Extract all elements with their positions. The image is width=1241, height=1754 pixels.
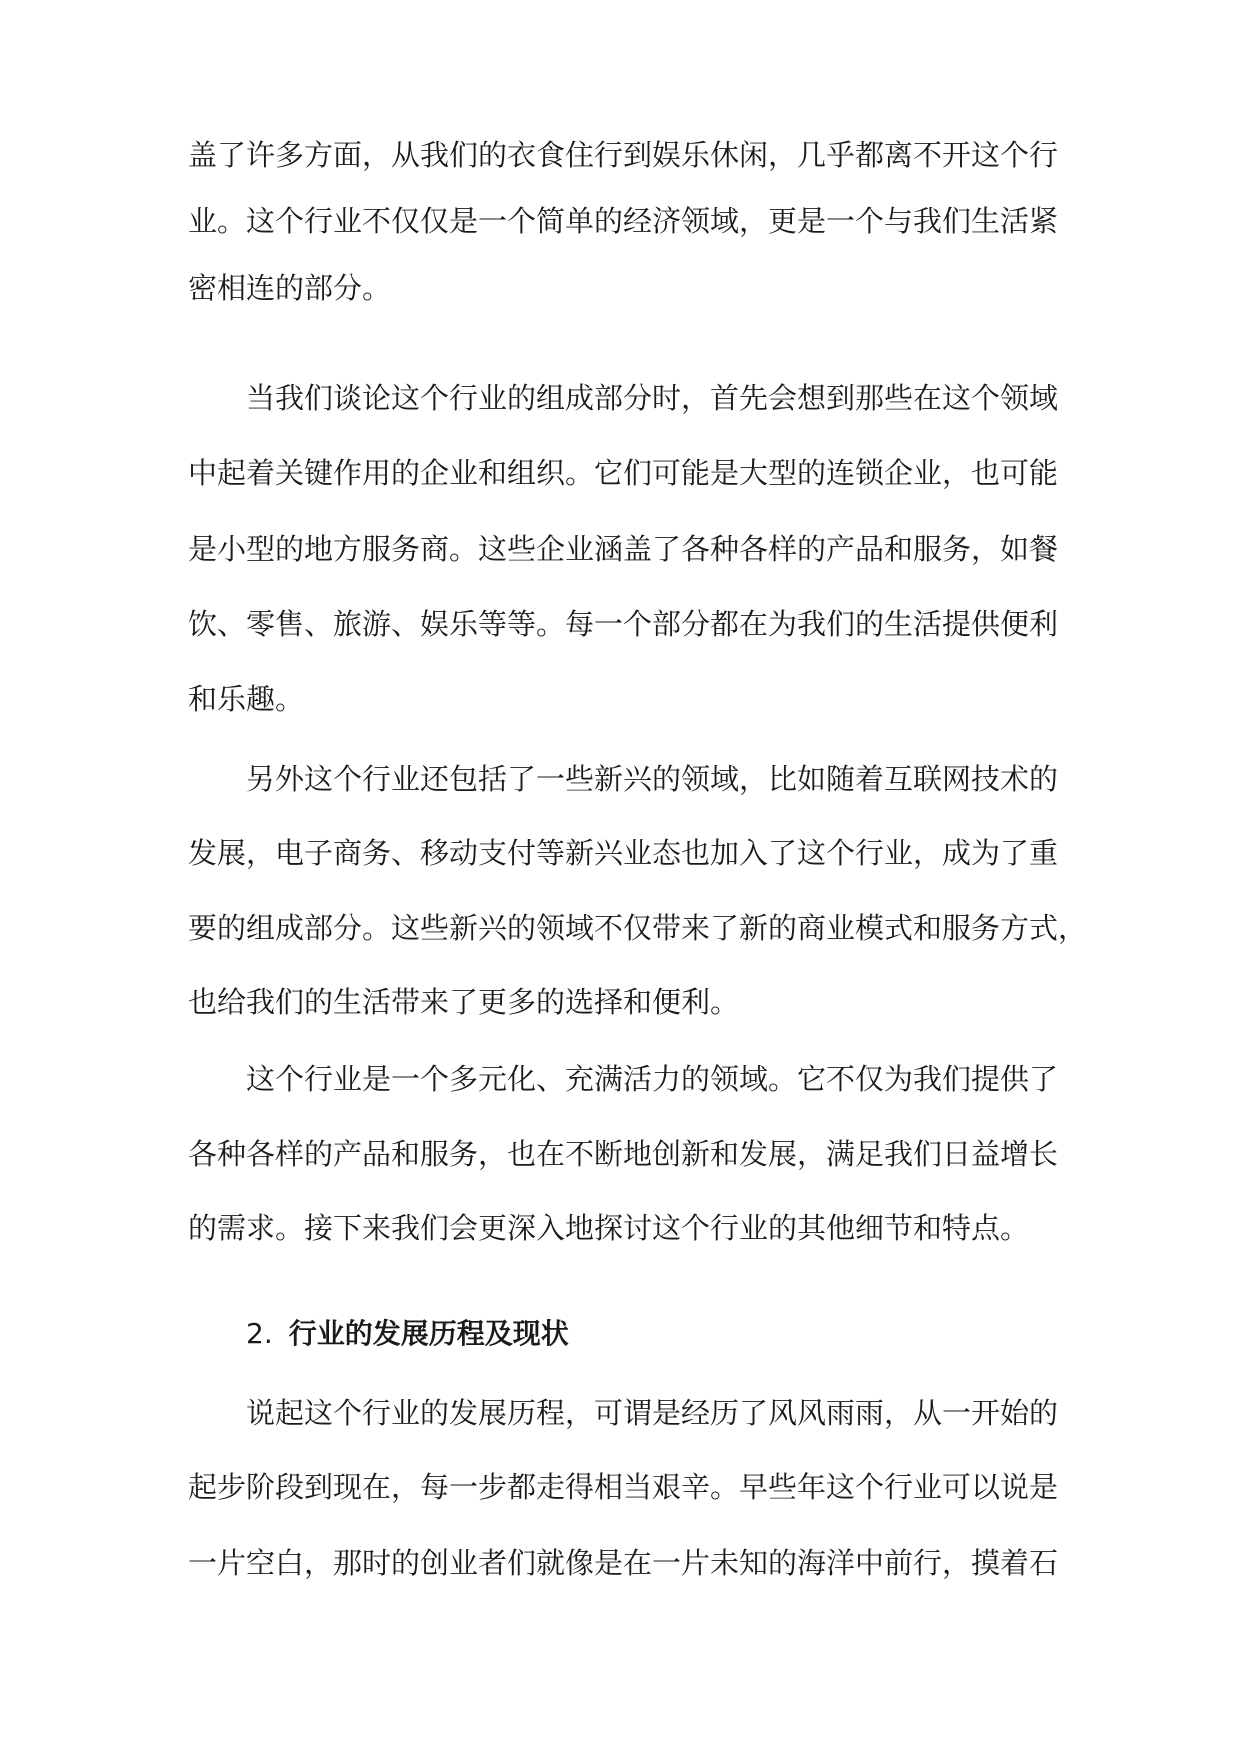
paragraph-2-line-4: 饮、零售、旅游、娱乐等等。每一个部分都在为我们的生活提供便利 <box>188 607 1059 641</box>
paragraph-3-line-1: 另外这个行业还包括了一些新兴的领域，比如随着互联网技术的 <box>246 762 1059 796</box>
section-title: 行业的发展历程及现状 <box>288 1317 569 1350</box>
paragraph-2-line-3: 是小型的地方服务商。这些企业涵盖了各种各样的产品和服务，如餐 <box>188 532 1059 566</box>
paragraph-4-line-1: 这个行业是一个多元化、充满活力的领域。它不仅为我们提供了 <box>246 1062 1059 1096</box>
paragraph-4-line-2: 各种各样的产品和服务，也在不断地创新和发展，满足我们日益增长 <box>188 1137 1059 1171</box>
paragraph-5-line-2: 起步阶段到现在，每一步都走得相当艰辛。早些年这个行业可以说是 <box>188 1470 1059 1504</box>
paragraph-1-line-3: 密相连的部分。 <box>188 271 392 305</box>
paragraph-1-line-1: 盖了许多方面，从我们的衣食住行到娱乐休闲，几乎都离不开这个行 <box>188 138 1059 172</box>
paragraph-5-line-3: 一片空白，那时的创业者们就像是在一片未知的海洋中前行，摸着石 <box>188 1546 1059 1580</box>
paragraph-3-line-3: 要的组成部分。这些新兴的领域不仅带来了新的商业模式和服务方式， <box>188 911 1088 945</box>
paragraph-2-line-2: 中起着关键作用的企业和组织。它们可能是大型的连锁企业，也可能 <box>188 456 1059 490</box>
paragraph-2-line-5: 和乐趣。 <box>188 682 305 716</box>
paragraph-2-line-1: 当我们谈论这个行业的组成部分时，首先会想到那些在这个领域 <box>246 381 1059 415</box>
section-heading <box>246 1314 569 1354</box>
paragraph-3-line-2: 发展，电子商务、移动支付等新兴业态也加入了这个行业，成为了重 <box>188 836 1059 870</box>
paragraph-1-line-2: 业。这个行业不仅仅是一个简单的经济领域，更是一个与我们生活紧 <box>188 204 1059 238</box>
paragraph-3-line-4: 也给我们的生活带来了更多的选择和便利。 <box>188 985 740 1019</box>
section-number: 2. <box>246 1317 273 1350</box>
paragraph-5-line-1: 说起这个行业的发展历程，可谓是经历了风风雨雨，从一开始的 <box>246 1396 1059 1430</box>
paragraph-4-line-3: 的需求。接下来我们会更深入地探讨这个行业的其他细节和特点。 <box>188 1211 1030 1245</box>
